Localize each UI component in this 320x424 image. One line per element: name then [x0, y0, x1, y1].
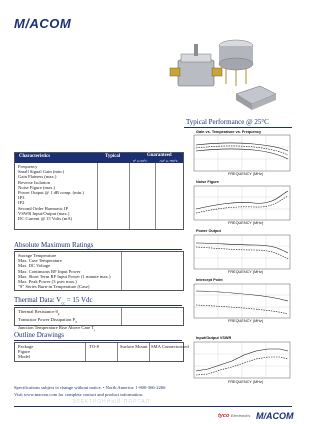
chart-title-gain: Gain vs. Temperature vs. Frequency [196, 130, 262, 134]
thermal-row: Thermal Resistance $\theta_{jc}$ [18, 309, 60, 316]
char-row: Power Output @ 1 dB comp. (min.) [18, 190, 84, 196]
thermal-row: Transistor Power Dissipation $P_d$ [18, 317, 77, 325]
abs-row: Max. Continuous RF Input Power [18, 268, 81, 274]
performance-rule [184, 127, 292, 128]
abs-row: "S" Series Burn-in Temperature (Case) [18, 284, 90, 290]
col-characteristics: Characteristics [19, 154, 51, 159]
chart-title-noise: Noise Figure [196, 180, 219, 184]
intercept-point-chart [194, 284, 290, 318]
chart-xlabel-1: FREQUENCY (MHz) [228, 172, 264, 176]
char-row: Small Signal Gain (min.) [18, 169, 65, 175]
char-row: Second Order Harmonic IP [18, 205, 69, 211]
chart-xlabel-5: FREQUENCY (MHz) [228, 380, 264, 384]
electronics-text: Electronics [230, 413, 251, 418]
col-guaranteed: Guaranteed [147, 153, 172, 158]
outline-label: Model [18, 354, 30, 360]
chart-title-power: Power Output [196, 229, 221, 233]
chart-title-vswr: Input/Output VSWR [196, 336, 232, 340]
power-output-chart [194, 235, 290, 269]
char-row: IP2 [18, 200, 25, 206]
outline-label: Package [18, 344, 34, 349]
thermal-row: Junction Temperature Rise Above Case $T_j$ [18, 325, 96, 333]
thermal-rule [14, 305, 182, 306]
col-sub-2: -54° to +85°C [159, 158, 179, 163]
macom-logo: M/ACOM [14, 16, 72, 31]
abs-row: Storage Temperature [18, 253, 57, 258]
char-row: IP3 [18, 195, 25, 201]
tyco-logo [218, 413, 250, 419]
col-sub-1: 0° to 50°C [133, 158, 148, 163]
thermal-title [14, 296, 93, 305]
footer-rule [14, 406, 292, 407]
product-photo [118, 24, 278, 116]
sma-module-image [170, 44, 222, 86]
outline-sma: SMA Connectorized [151, 344, 189, 349]
absolute-max-rule [14, 249, 182, 250]
char-row: Gain Flatness (max.) [18, 174, 57, 180]
thermal-title-sub: cc [61, 300, 65, 306]
performance-title: Typical Performance @ 25°C [186, 118, 269, 126]
gain-chart [194, 135, 290, 171]
char-row: Noise Figure (max.) [18, 184, 56, 190]
vswr-chart [194, 342, 290, 378]
chart-xlabel-4: FREQUENCY (MHz) [228, 319, 264, 323]
col-typical: Typical [105, 154, 121, 159]
noise-figure-chart [194, 186, 290, 220]
footer-website: Visit www.macom.com for complete contact and product information. [14, 392, 144, 397]
footer-notice: Specifications subject to change without notice. • North America: 1-800-366-2266 [14, 385, 166, 390]
watermark: ЭЛЕКТРОННЫЙ ПОРТАЛ [72, 399, 150, 405]
characteristics-table [14, 152, 184, 230]
outline-rule [14, 340, 182, 341]
chart-xlabel-3: FREQUENCY (MHz) [228, 270, 264, 274]
thermal-title-end: = 15 Vdc [64, 296, 93, 304]
abs-row: Max. Case Temperature [18, 258, 62, 264]
outline-label: Figure [18, 349, 30, 355]
outline-title: Outline Drawings [14, 331, 64, 339]
char-row: VSWR Input/Output (max.) [18, 210, 70, 216]
chart-xlabel-2: FREQUENCY (MHz) [228, 221, 264, 225]
tyco-text: tyco [218, 413, 230, 419]
surface-mount-image [236, 86, 276, 110]
absolute-max-table [14, 251, 184, 291]
to8-can-image [219, 40, 253, 86]
absolute-max-title: Absolute Maximum Ratings [14, 241, 94, 249]
abs-row: Max. DC Voltage [18, 263, 51, 269]
macom-bottom-logo: M/ACOM [256, 411, 294, 421]
thermal-table [14, 307, 184, 333]
char-row: Frequency [18, 164, 38, 169]
abs-row: Max. Peak Power (3 μsec max.) [18, 279, 77, 285]
chart-title-ip: Intercept Point [196, 278, 223, 282]
outline-table [14, 342, 189, 362]
outline-to8: TO-8 [89, 344, 99, 349]
thermal-title-text: Thermal Data: V [14, 296, 62, 304]
characteristics-list [18, 164, 84, 221]
char-row: Reverse Isolation [18, 179, 51, 185]
outline-surface-mount: Surface Mount [120, 344, 148, 349]
performance-charts [184, 129, 294, 391]
characteristics-header [15, 153, 183, 163]
char-row: DC Current @ 15 Volts (mA) [18, 216, 73, 222]
abs-row: Max. Short Term RF Input Power (1 minute max.) [18, 273, 111, 279]
